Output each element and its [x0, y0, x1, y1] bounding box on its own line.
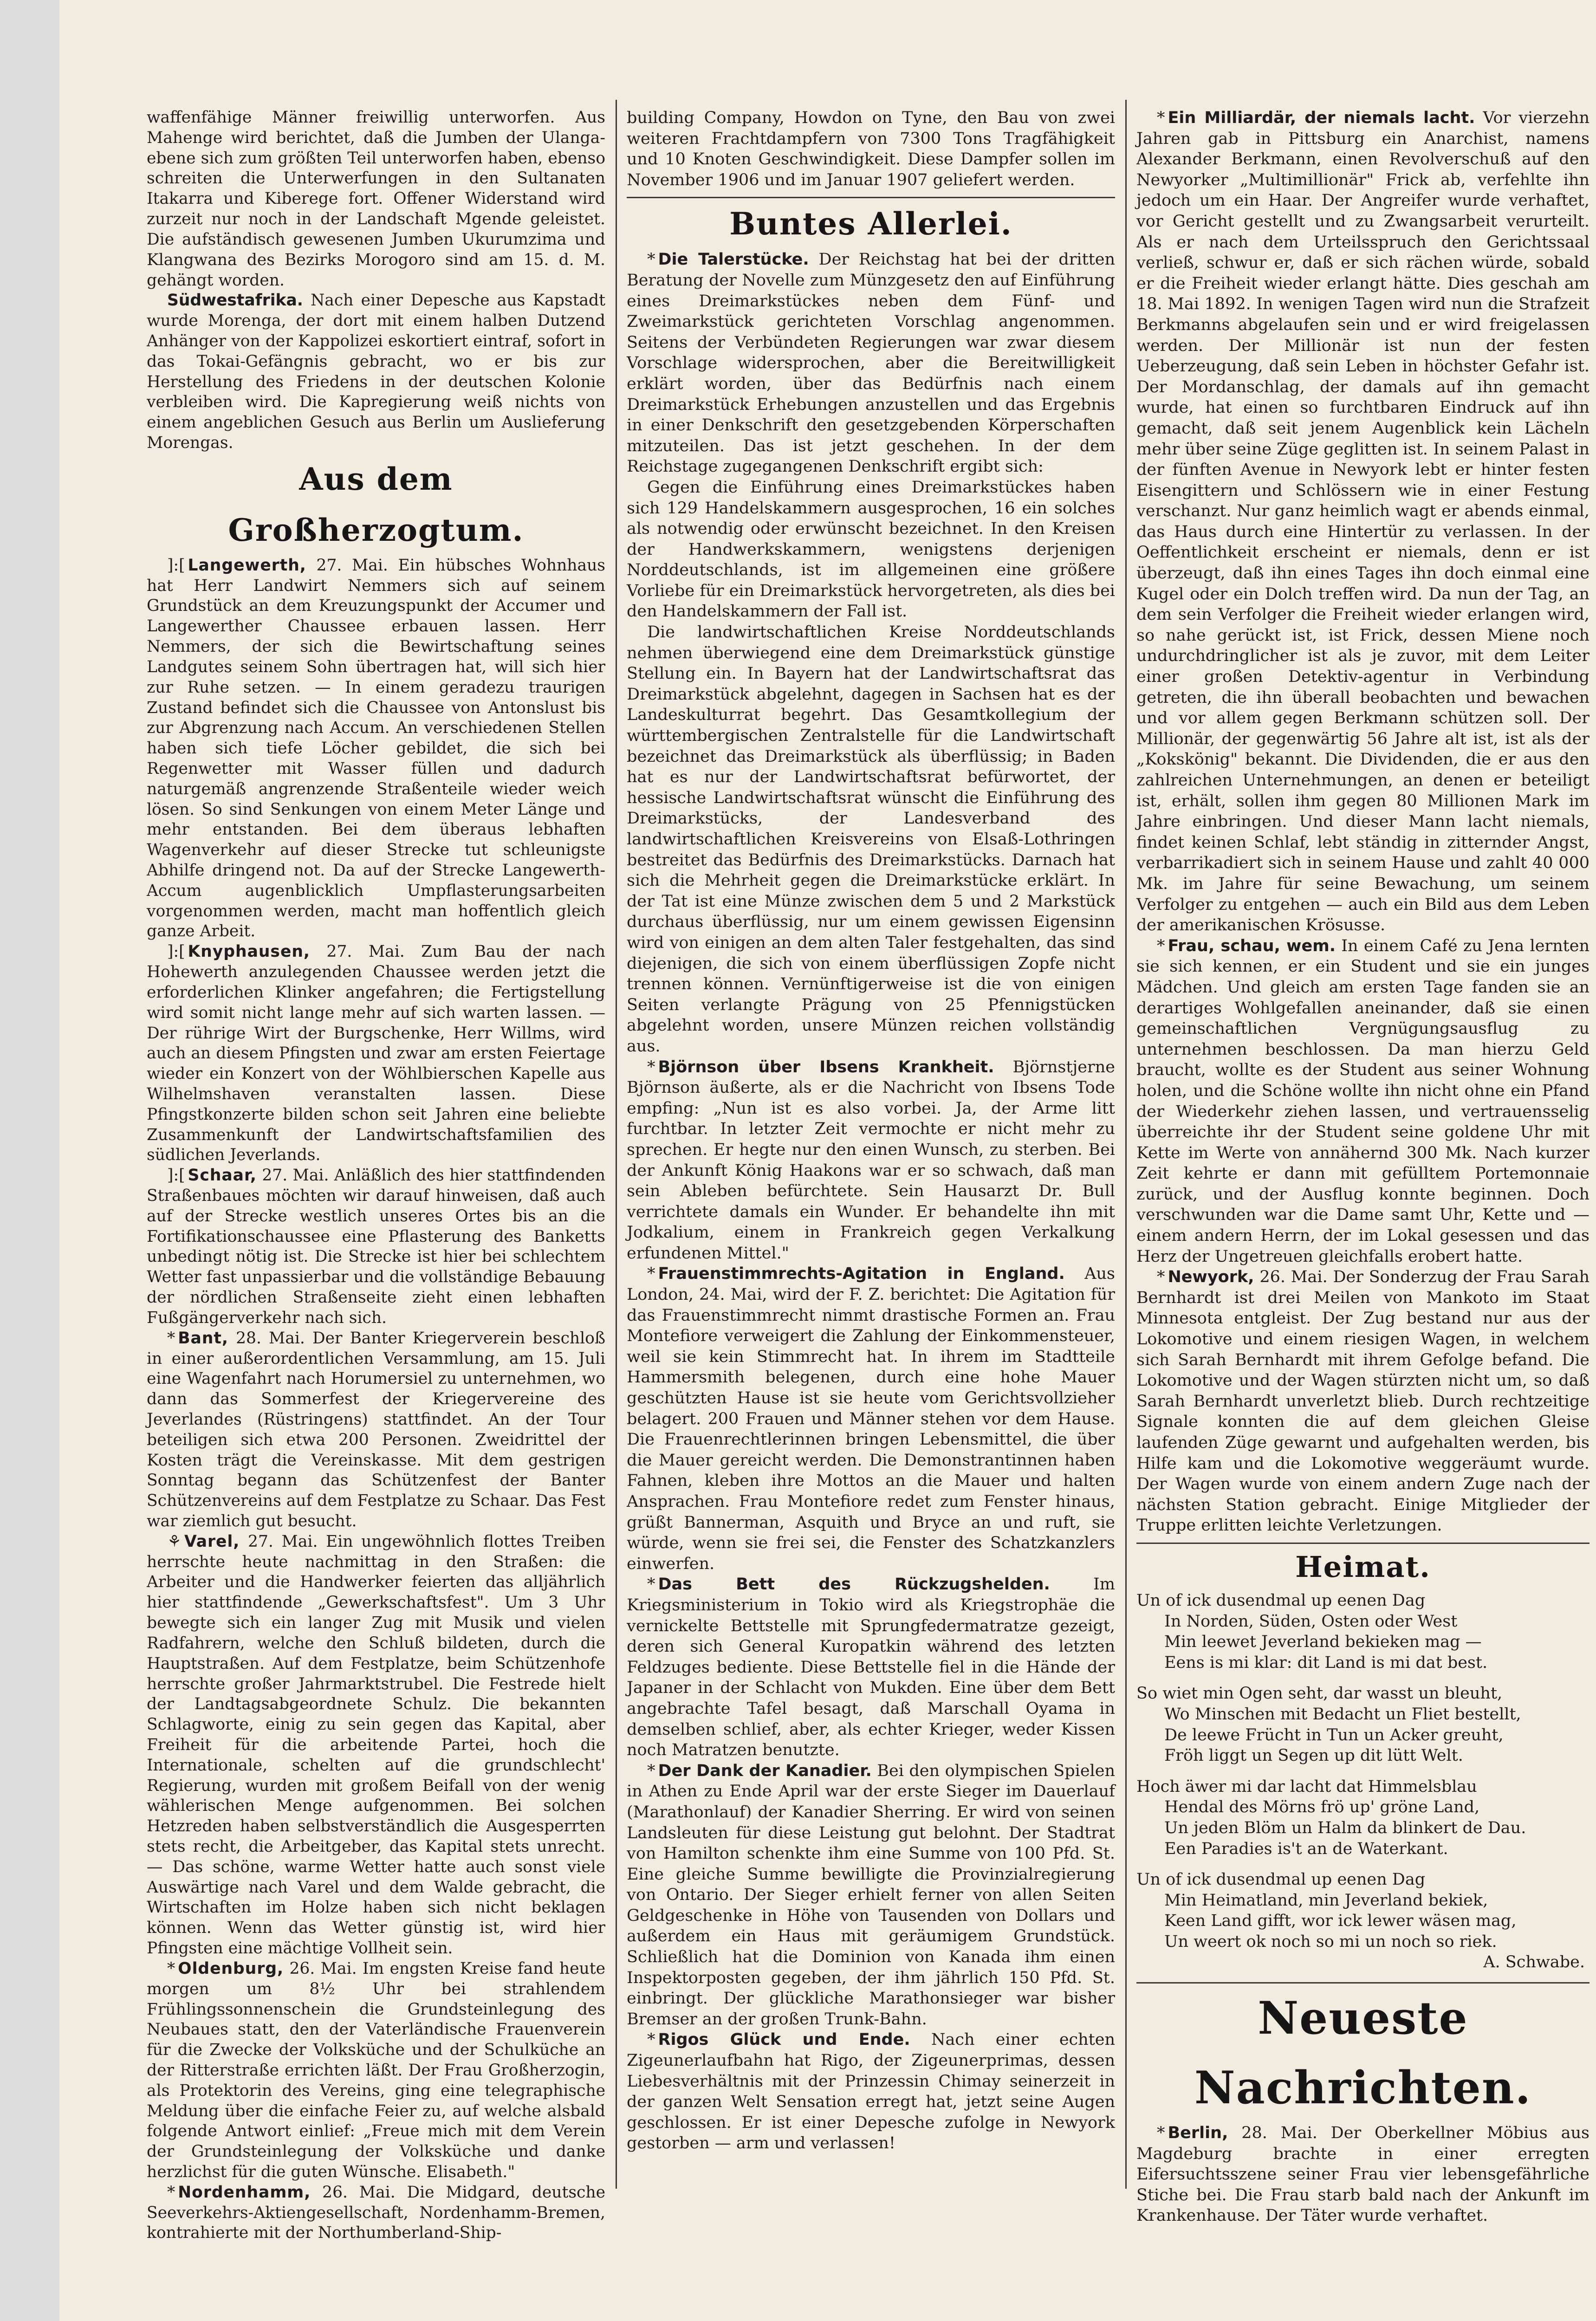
poem-line: Un of ick dusendmal up eenen Dag [1136, 1591, 1426, 1610]
stanza-gap [1136, 1673, 1590, 1683]
poem-author: A. Schwabe. [1483, 1953, 1585, 1972]
local-news-item [147, 556, 605, 942]
item-text: 27. Mai. Zum Bau der nach Hohewerth anzulegenden Chaussee werden jetzt die erforderlichen Klinker angefahren; die Fertigstellung wird somit nicht lange mehr auf sich warten lassen. — Der rührige Wirt der Burgschenke, Herr Willms, wird auch an diesem Pfingsten und zwar am ersten Feiertage wieder ein Konzert von der Wöhlbierschen Kapelle aus Wilhelmshaven veranstalten lassen. Diese Pfingstkonzerte bilden schon seit Jahren eine beliebte Zusammenkunft der Landwirtschaftsfamilien des südlichen Jeverlands. [147, 942, 606, 1165]
item-place: Bant, [178, 1329, 228, 1348]
poem-line: Un weert ok noch so mi un noch so riek. [1164, 1932, 1497, 1951]
poem-line: Min Heimatland, min Jeverland bekiek, [1164, 1891, 1488, 1910]
poem-line: Un jeden Blöm un Halm da blinkert de Dau. [1164, 1818, 1526, 1837]
feature-paragraph [627, 477, 1115, 622]
item-marker: ]:[ [167, 556, 185, 575]
item-text: In einem Café zu Jena lernten sie sich kennen, er ein Student und sie ein junges Mädchen. Und gleich am ersten Tage fanden sie an derartiges Wohlgefallen aneinander, daß sie einen gemeinschaftlichen Vergnügungsausflug zu unternehmen beschlossen. Da man hierzu Geld braucht, wollte es der Student aus seiner Wohnung holen, und die Schöne wollte ihn nicht ohne ein Pfand der Wiederkehr ziehen lassen, und vertrauensselig überreichte ihr der Student seine goldene Uhr mit Kette im Werte von annähernd 300 Mk. Nach kurzer Zeit kehrte er dann mit gefülltem Portemonnaie zurück, und der Ausflug konnte beginnen. Doch verschwunden war die Dame samt Uhr, Kette und — einem andern Herrn, der im Lokal gesessen und das Herz der Ungetreuen gleichfalls erobert hatte. [1136, 936, 1590, 1266]
poem-line: Fröh liggt un Segen up dit lütt Welt. [1164, 1746, 1463, 1765]
poem-line: Hendal des Mörns frö up' gröne Land, [1164, 1798, 1480, 1817]
local-news-item [147, 1166, 605, 1329]
item-marker: * [167, 1959, 175, 1978]
item-text: 27. Mai. Anläßlich des hier stattfindenden Straßenbaues möchten wir darauf hinweisen, daß auch auf der Strecke westlich unseres Ortes bis an die Fortifikationschaussee eine Pflasterung des Banketts unbedingt nötig ist. Die Strecke ist hier bei schlechtem Wetter fast unpassierbar und die vollständige Bebauung der nördlichen Straßenseite zieht einen lebhaften Fußgängerverkehr nach sich. [147, 1166, 605, 1327]
column-2 [627, 108, 1115, 2154]
feature-item [627, 2029, 1115, 2154]
item-text: 26. Mai. Die Midgard, deutsche Seeverkehrs-Aktiengesellschaft, Nordenhamm-Bremen, kontrahierte mit der Northumberland-Ship- [147, 2183, 605, 2243]
item-marker: * [167, 1329, 175, 1348]
local-news-item [147, 2183, 605, 2243]
section-heading-grossherzogtum: Aus dem Großherzogtum. [228, 460, 524, 548]
feature-item [627, 1761, 1115, 2030]
item-marker: ]:[ [167, 1166, 185, 1185]
feature-item [627, 1264, 1115, 1574]
grossherzogtum-list [147, 556, 605, 2243]
binding-margin [0, 0, 59, 2321]
item-text: Der Reichstag hat bei der dritten Beratung der Novelle zum Münzgesetz den auf Einführung eines Dreimarkstückes neben dem Fünf- und Zweimarkstück gerichteten Vorschlag angenommen. Seitens der Verbündeten Regierungen war zwar diesem Vorschlage widersprochen, aber die Bereitwilligkeit erklärt worden, über das Bedürfnis nach einem Dreimarkstück Erhebungen anzustellen und das Ergebnis in einer Denkschrift den gesetzgebenden Körperschaften mitzuteilen. Das ist jetzt geschehen. In der dem Reichstage zugegangenen Denkschrift ergibt sich: [627, 250, 1115, 476]
suedwest-text: Nach einer Depesche aus Kapstadt wurde Morenga, der dort mit einem halben Dutzend Anhänger von der Kappolizei eskortiert eintraf, sofort in das Tokai-Gefängnis gebracht, wo er bis zur Herstellung des Friedens in der deutschen Kolonie verbleiben wird. Die Kapregierung weiß nichts von einem angeblichen Gesuch aus Berlin um Auslieferung Morengas. [147, 291, 605, 452]
item-marker: * [647, 1264, 655, 1284]
item-title: Das Bett des Rückzugshelden. [658, 1575, 1050, 1594]
item-place: Langewerth, [188, 556, 306, 575]
column-rule-2 [1125, 100, 1127, 2189]
feature-item [1136, 1267, 1590, 1536]
item-text: Nach einer echten Zigeunerlaufbahn hat Rigo, der Zigeunerprimas, dessen Liebesverhältnis mit der Prinzessin Chimay seinerzeit in der ganzen Welt Sensation erregt hat, jetzt seine Augen geschlossen. Er ist einer Depesche zufolge in Newyork gestorben — arm und verlassen! [627, 2030, 1115, 2153]
feature-paragraph [627, 622, 1115, 1057]
poem-line: Un of ick dusendmal up eenen Dag [1136, 1870, 1426, 1889]
column-3 [1136, 108, 1590, 2226]
item-place: Varel, [184, 1532, 240, 1551]
item-place: Schaar, [188, 1166, 257, 1185]
poem-line: So wiet min Ogen seht, dar wasst un bleuht, [1136, 1684, 1503, 1703]
item-text: Gegen die Einführung eines Dreimarkstückes haben sich 129 Handelskammern ausgesprochen, 16 ein solches als notwendig oder erwünscht bezeichnet. In den Kreisen der Handwerkskammern, wenigstens derjenigen Norddeutschlands, ist im allgemeinen eine größere Vorliebe für ein Dreimarkstück hervorgetreten, als dies bei den Handelskammern der Fall ist. [627, 478, 1115, 621]
item-marker: * [647, 1057, 655, 1076]
local-news-item [147, 1329, 605, 1532]
col1-intro: waffenfähige Männer freiwillig unterworfen. Aus Mahenge wird berichtet, daß die Jumben der Ulanga-ebene sich zum größten Teil unterworfen haben, ebenso schreiten die Unterwerfungen in den Sultanaten Itakarra und Kiberege fort. Offener Widerstand wird zurzeit nur noch in der Landschaft Mgende geleistet. Die aufständisch gewesenen Jumben Ukurumzima und Klangwana des Bezirks Morogoro sind am 15. d. M. gehängt worden. [147, 108, 605, 290]
item-title: Rigos Glück und Ende. [658, 2030, 910, 2049]
poem-line: Eens is mi klar: dit Land is mi dat best. [1164, 1653, 1488, 1672]
item-title: Berlin, [1168, 2124, 1228, 2143]
section-rule [1136, 1982, 1590, 1984]
item-marker: * [1157, 2124, 1165, 2143]
item-text: 27. Mai. Ein ungewöhnlich flottes Treiben herrschte heute nachmittag in den Straßen: die Arbeiter und die Handwerker feierten das alljährlich hier stattfindende „Gewerkschaftsfest". Um 3 Uhr bewegte sich ein langer Zug mit Musik und vielen Radfahrern, welche den Schluß bildeten, durch die Hauptstraßen. Auf dem Festplatze, beim Schützenhofe herrschte großer Jahrmarktstrubel. Die Festrede hielt der Landtagsabgeordnete Schulz. Die bekannten Schlagworte, einig zu sein gegen das Kapital, aber Freiheit für die arbeitende Partei, hoch die Internationale, schelten auf die grundschlecht' Regierung, wurden mit großem Beifall von der wenig wählerischen Menge aufgenommen. Bei solchen Hetzreden haben selbstverständlich die Ausgesperrten stets recht, die Arbeitgeber, das Kapital stets unrecht. — Das schöne, warme Wetter hatte auch sonst viele Auswärtige nach Varel und dem Walde gebracht, die Wirtschaften im Holze haben sich nicht beklagen können. Wenn das Wetter günstig ist, wird hier Pfingsten eine mächtige Vollheit sein. [147, 1532, 605, 1958]
item-text: Björnstjerne Björnson äußerte, als er die Nachricht von Ibsens Tode empfing: „Nun ist es also vorbei. Ja, der Arme litt furchtbar. In letzter Zeit vermochte er nicht mehr zu sprechen. Er hegte nur den einen Wunsch, zu sterben. Bei der Ankunft König Haakons war er so schwach, daß man sein Ableben befürchtete. Sein Hausarzt Dr. Bull verrichtete damals ein Wunder. Er behandelte ihn mit Jodkalium, einem in Frankreich gegen Verkalkung erfundenen Mittel." [627, 1057, 1115, 1263]
item-text: 26. Mai. Der Sonderzug der Frau Sarah Bernhardt ist drei Meilen von Mankoto im Staat Minnesota entgleist. Der Zug bestand nur aus der Lokomotive und einem riesigen Wagen, in welchem sich Sarah Bernhardt mit ihrem Gefolge befand. Die Lokomotive und der Wagen stürzten nicht um, so daß Sarah Bernhardt unverletzt blieb. Durch rechtzeitige Signale konnten die auf dem gleichen Gleise laufenden Züge gewarnt und aufgehalten werden, bis Hilfe kam und die Lokomotive weggeräumt wurde. Der Wagen wurde von einem andern Zuge nach der nächsten Station gebracht. Einige Mitglieder der Truppe erlitten leichte Verletzungen. [1136, 1268, 1590, 1535]
misc-list [1136, 108, 1590, 1536]
item-title: Der Dank der Kanadier. [658, 1761, 872, 1780]
news-item [1136, 2123, 1590, 2226]
poem-line: Een Paradies is't an de Waterkant. [1164, 1839, 1448, 1858]
item-marker: * [647, 1575, 655, 1594]
item-text: Vor vierzehn Jahren gab in Pittsburg ein Anarchist, namens Alexander Berkmann, einen Revolverschuß auf den Newyorker „Multimillionär" Frick ab, verfehlte ihn jedoch um ein Haar. Der Angreifer wurde verhaftet, vor Gericht gestellt und zu Zwangsarbeit verurteilt. Als er nach dem Urteilsspruch den Gerichtssaal verließ, schwur er, daß er sich rächen würde, sobald er die Freiheit wieder erlangt hätte. Dies geschah am 18. Mai 1892. In wenigen Tagen wird nun die Strafzeit Berkmanns abgelaufen sein und er wird freigelassen werden. Der Millionär ist nun der festen Ueberzeugung, daß sein Leben in höchster Gefahr ist. Der Mordanschlag, der damals auf ihn gemacht wurde, hat einen so furchtbaren Eindruck auf ihn gemacht, daß seit jenem Augenblick kein Lächeln mehr über seine Züge geglitten ist. In seinem Palast in der fünften Avenue in Newyork lebt er hinter festen Eisengittern und Schlössern wie in einer Festung verschanzt. Nur ganz heimlich wagt er abends einmal, das Haus durch eine Hintertür zu verlassen. In der Oeffentlichkeit erscheint er niemals, denn er ist überzeugt, daß ihn eines Tages ihn doch einmal eine Kugel oder ein Dolch treffen wird. Da nun der Tag, an dem sein Verfolger die Freiheit wieder erlangen wird, so nahe gerückt ist, ist Frick, dessen Miene noch undurchdringlicher ist als je zuvor, mit dem Leiter einer großen Detektiv-agentur in Verbindung getreten, die ihn überall beobachten und bewachen und vor allem gegen Berkmann schützen soll. Der Millionär, der gegenwärtig 56 Jahre alt ist, ist als der „Kokskönig" bekannt. Die Dividenden, die er aus den zahlreichen Unternehmungen, an denen er beteiligt ist, erhält, sollen ihm gegen 80 Millionen Mark im Jahre einbringen. Und dieser Mann lacht niemals, findet keinen Schlaf, lebt ständig in zitternder Angst, verbarrikadiert sich in seinem Hause und zahlt 40 000 Mk. im Jahre für seine Bewachung, um seinem Verfolger zu entgehen — auch ein Bild aus dem Leben der amerikanischen Krösusse. [1136, 109, 1590, 935]
poem-line: De leewe Frücht in Tun un Acker greuht, [1164, 1725, 1504, 1744]
local-news-item [147, 1959, 605, 2183]
stanza-gap [1136, 1766, 1590, 1776]
item-title: Björnson über Ibsens Krankheit. [658, 1057, 994, 1076]
item-marker: * [1157, 936, 1165, 955]
item-text: 28. Mai. Der Oberkellner Möbius aus Magdeburg brachte in einer erregten Eifersuchtsszene seiner Frau vier lebensgefährliche Stiche bei. Die Frau starb bald nach der Ankunft im Krankenhause. Der Täter wurde verhaftet. [1136, 2124, 1590, 2225]
item-marker: * [1157, 109, 1165, 127]
column-1 [147, 108, 605, 2243]
column-rule-1 [616, 100, 617, 2189]
newspaper-page [59, 0, 1596, 2321]
suedwest-item [147, 291, 605, 454]
item-title: Newyork, [1168, 1268, 1254, 1287]
poem-line: Hoch äwer mi dar lacht dat Himmelsblau [1136, 1777, 1477, 1796]
item-text: Die landwirtschaftlichen Kreise Norddeutschlands nehmen überwiegend eine dem Dreimarkstück günstige Stellung ein. In Bayern hat der Landwirtschaftsrat das Dreimarkstück abgelehnt, dagegen in Sachsen hat es der Landeskulturrat begehrt. Das Gesamtkollegium der württembergischen Zentralstelle für die Landwirtschaft bezeichnet das Dreimarkstück als überflüssig; in Baden hat es nur der Landwirtschaftsrat befürwortet, der hessische Landwirtschaftsrat wünscht die Einführung des Dreimarkstücks, der Landesverband des landwirtschaftlichen Kreisvereins von Elsaß-Lothringen bestreitet das Bedürfnis des Dreimarkstücks. Darnach hat sich die Mehrheit gegen die Dreimarkstücke erklärt. In der Tat ist eine Münze zwischen dem 5 und 2 Markstück durchaus überflüssig, nur um einem gewissen Eigensinn wird von einigen an dem alten Taler festgehalten, das sind diejenigen, die sich von einem überflüssigen Zopfe nicht trennen können. Vernünftigerweise ist die von einigen Seiten verlangte Prägung von 25 Pfennigstücken abgelehnt worden, unsere Münzen reichen vollständig aus. [627, 623, 1115, 1056]
poem-line: Min leewet Jeverland bekieken mag — [1164, 1633, 1482, 1652]
section-rule [1136, 1543, 1590, 1544]
item-title: Frau, schau, wem. [1168, 936, 1336, 955]
item-title: Die Talerstücke. [658, 250, 809, 269]
feature-item [1136, 936, 1590, 1267]
section-heading-neueste: Neueste Nachrichten. [1194, 1992, 1532, 2114]
section-heading-buntes: Buntes Allerlei. [729, 206, 1012, 242]
feature-item [627, 249, 1115, 477]
item-title: Ein Milliardär, der niemals lacht. [1168, 109, 1475, 127]
buntes-list [627, 249, 1115, 2154]
item-title: Frauenstimmrechts-Agitation in England. [658, 1264, 1065, 1284]
item-marker: * [167, 2183, 175, 2202]
item-marker: * [647, 2030, 655, 2049]
poem-line: In Norden, Süden, Osten oder West [1164, 1612, 1458, 1631]
item-text: Bei den olympischen Spielen in Athen zu Ende April war der erste Sieger im Dauerlauf (Marathonlauf) der Kanadier Sherring. Er wird von seinen Landsleuten für diese Leistung gut belohnt. Der Stadtrat von Hamilton schenkte ihm eine Summe von 100 Pfd. St. Eine gleiche Summe bewilligte die Provinzialregierung von Ontario. Der Sieger erhielt ferner von allen Seiten Geldgeschenke in Höhe von Tausenden von Dollars und außerdem ein Haus mit geräumigem Grundstück. Schließlich hat die Dominion von Kanada ihm einen Inspektorposten gegeben, der ihm jährlich 150 Pfd. St. einbringt. Der glückliche Marathonsieger war bisher Bremser an der großen Trunk-Bahn. [627, 1761, 1115, 2029]
poem-line: Wo Minschen mit Bedacht un Fliet bestellt, [1164, 1705, 1521, 1724]
item-text: Im Kriegsministerium in Tokio wird als Kriegstrophäe die vernickelte Bettstelle mit Sprungfedermatratze gezeigt, deren sich General Kuropatkin während des letzten Feldzuges bediente. Diese Bettstelle fiel in die Hände der Japaner in der Schlacht von Mukden. Eine über dem Bett angebrachte Tafel besagt, daß Marschall Oyama in demselben schlief, aber, als echter Krieger, weder Kissen noch Matratzen benutzte. [627, 1575, 1115, 1760]
local-news-item [147, 1532, 605, 1959]
item-text: Aus London, 24. Mai, wird der F. Z. berichtet: Die Agitation für das Frauenstimmrecht nimmt drastische Formen an. Frau Montefiore verweigert die Zahlung der Einkommensteuer, weil sie kein Stimmrecht hat. In ihrem im Stadtteile Hammersmith belegenen, durch eine hohe Mauer geschützten Hause ist sie heute vom Gerichtsvollzieher belagert. 200 Frauen und Männer stehen vor dem Hause. Die Frauenrechtlerinnen bringen Lebensmittel, die über die Mauer gereicht werden. Die Demonstrantinnen haben Fahnen, kleben ihre Mottos an die Mauer und halten Ansprachen. Frau Montefiore redet zum Fenster hinaus, grüßt Bannerman, Asquith und Bryce an und ruft, sie würde, wenn sie frei sei, die Fenster des Schatzkanzlers einwerfen. [627, 1264, 1115, 1573]
stanza-gap [1136, 1859, 1590, 1869]
item-place: Knyphausen, [188, 942, 311, 961]
item-text: 27. Mai. Ein hübsches Wohnhaus hat Herr Landwirt Nemmers sich auf seinem Grundstück an dem Kreuzungspunkt der Accumer und Langewerther Chaussee erbauen lassen. Herr Nemmers, der sich die Bewirtschaftung seines Landgutes seinem Sohn übertragen hat, will sich hier zur Ruhe setzen. — In einem geradezu traurigen Zustand befindet sich die Chaussee von Antonslust bis zur Abgrenzung nach Accum. An verschiedenen Stellen haben sich tiefe Löcher gebildet, die sich bei Regenwetter mit Wasser füllen und dadurch naturgemäß angrenzende Straßenteile wieder weich lösen. So sind Senkungen von einem Meter Länge und mehr entstanden. Bei dem überaus lebhaften Wagenverkehr auf dieser Strecke tut schleunigste Abhilfe dringend not. Da auf der Strecke Langewerth-Accum augenblicklich Umpflasterungsarbeiten vorgenommen werden, macht man hoffentlich gleich ganze Arbeit. [147, 556, 606, 941]
item-place: Oldenburg, [178, 1959, 284, 1978]
item-marker: * [647, 1761, 655, 1780]
item-text: 26. Mai. Im engsten Kreise fand heute morgen um 8½ Uhr bei strahlendem Frühlingssonnenschein die Grundsteinlegung des Neubaues statt, den der Vaterländische Frauenverein für die Zwecke der Volksküche und der Schulküche an der Ritterstraße errichten läßt. Der Frau Großherzogin, als Protektorin des Vereins, ging eine telegraphische Meldung über die einfache Feier zu, auf welche alsbald folgende Antwort einlief: „Freue mich mit dem Verein der Grundsteinlegung der Volksküche und danke herzlichst für die guten Wünsche. Elisabeth." [147, 1959, 606, 2181]
poem-line: Keen Land gifft, wor ick lewer wäsen mag, [1164, 1912, 1517, 1931]
item-marker: ]:[ [167, 942, 185, 961]
item-marker: * [1157, 1268, 1165, 1287]
item-place: Nordenhamm, [178, 2183, 311, 2202]
feature-item [627, 1057, 1115, 1264]
neueste-list [1136, 2123, 1590, 2226]
feature-item [1136, 108, 1590, 936]
col2-intro: building Company, Howdon on Tyne, den Bau von zwei weiteren Frachtdampfern von 7300 Tons Tragfähigkeit und 10 Knoten Geschwindigkeit. Diese Dampfer sollen im November 1906 und im Januar 1907 geliefert werden. [627, 109, 1115, 189]
poem-heimat [1136, 1590, 1590, 1973]
feature-item [627, 1574, 1115, 1760]
item-text: 28. Mai. Der Banter Kriegerverein beschloß in einer außerordentlichen Versammlung, am 15. Juli eine Wagenfahrt nach Horumersiel zu unternehmen, wo dann das Sommerfest der Kriegervereine des Jeverlandes (Rüstringens) stattfindet. An der Tour beteiligen sich etwa 200 Personen. Zweidrittel der Kosten trägt die Vereinskasse. Mit dem gestrigen Sonntag begann das Schützenfest der Banter Schützenvereins auf dem Festplatze zu Schaar. Das Fest war ziemlich gut besucht. [147, 1329, 605, 1530]
poem-heading: Heimat. [1295, 1549, 1431, 1584]
item-marker: ⚘ [167, 1532, 182, 1551]
local-news-item [147, 942, 605, 1166]
suedwest-title: Südwestafrika. [167, 291, 303, 310]
section-rule [627, 197, 1115, 198]
item-marker: * [647, 250, 655, 269]
